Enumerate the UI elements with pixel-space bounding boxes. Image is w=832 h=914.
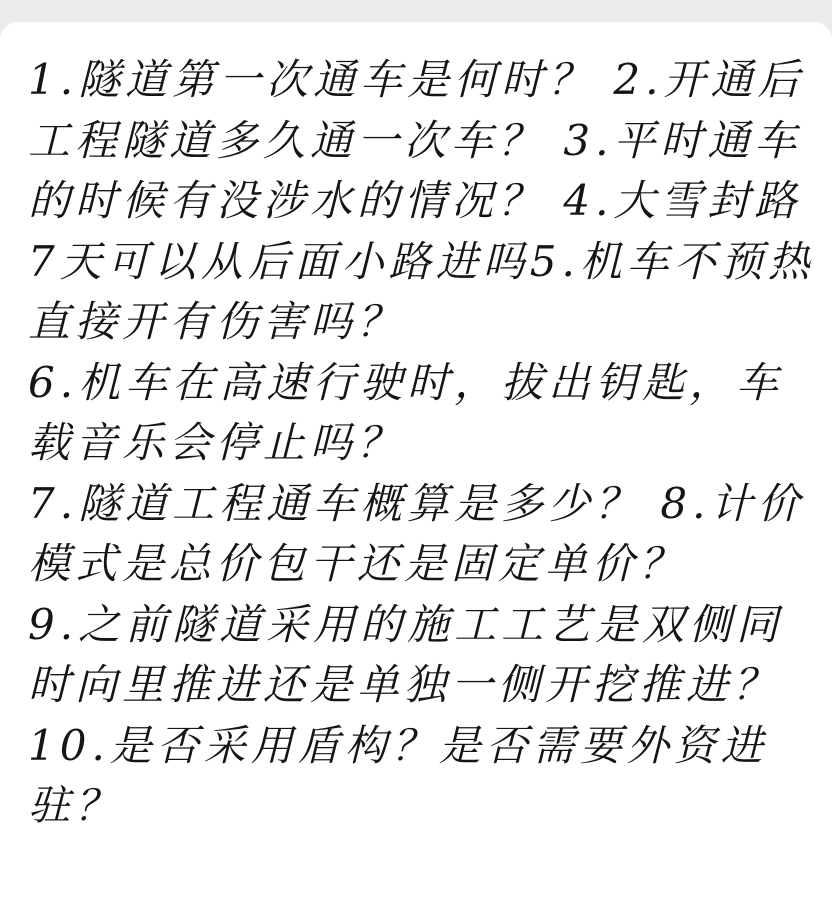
note-card	[0, 22, 832, 914]
handwritten-question-list: 1.隧道第一次通车是何时？ 2.开通后工程隧道多久通一次车？ 3.平时通车的时候有没涉水的情况？ 4.大雪封路7天可以从后面小路进吗5.机车不预热直接开有伤害吗？ 6.机车在高速行驶时，拔出钥匙，车载音乐会停止吗？ 7.隧道工程通车概算是多少？ 8.计价模式是总价包干还是固定单价？ 9.之前隧道采用的施工工艺是双侧同时向里推进还是单独一侧开挖推进？ 10.是否采用盾构？是否需要外资进驻？	[28, 55, 815, 830]
